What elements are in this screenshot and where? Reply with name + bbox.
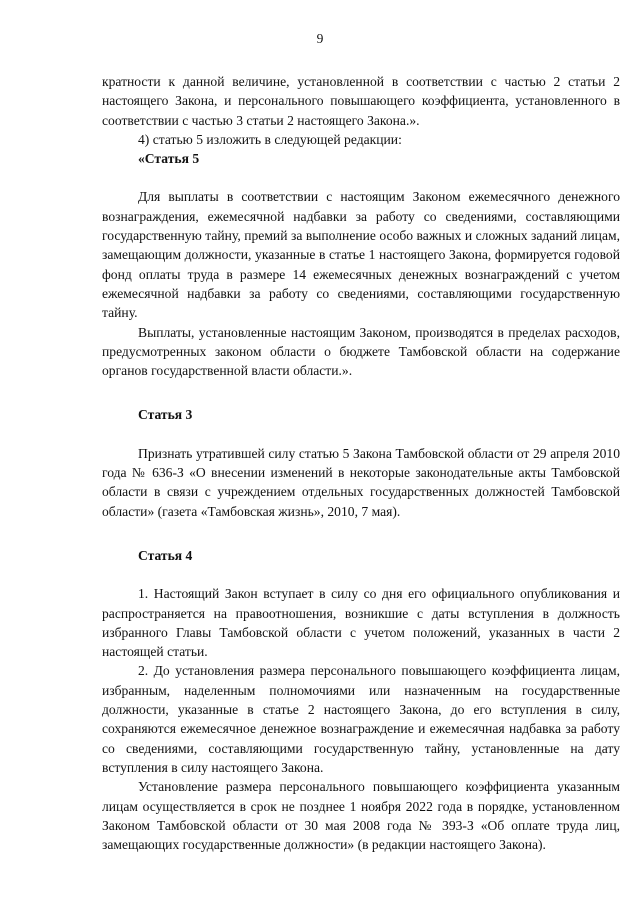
paragraph-salary-fund: Для выплаты в соответствии с настоящим Законом ежемесячного денежного вознаграждения, ежемесячной надбавки за работу со сведениями, составляющими государственную тайну, премий за выполнение особо важных и сложных заданий лицам, замещающим должности, указанные в статье 1 настоящего Закона, формируется годовой фонд оплаты труда в размере 14 ежемесячных денежных вознаграждений с учетом ежемесячной надбавки за работу со сведениями, составляющими государственную тайну. [102, 189, 620, 321]
article-4-part-1: 1. Настоящий Закон вступает в силу со дня его официального опубликования и распространяется на правоотношения, возникшие с даты вступления в должность избранного Главы Тамбовской области с учетом положений, указанных в части 2 настоящей статьи. [102, 586, 620, 660]
paragraph-continuation: кратности к данной величине, установленной в соответствии с частью 2 статьи 2 настоящего Закона, и персонального повышающего коэффициента, установленного в соответствии с частью 3 статьи 2 настоящего Закона.». [102, 74, 620, 128]
paragraph-payments: Выплаты, установленные настоящим Законом, производятся в пределах расходов, предусмотренных законом области о бюджете Тамбовской области на содержание органов государственной власти области.». [102, 324, 620, 379]
article-4-part-2: 2. До установления размера персонального повышающего коэффициента лицам, избранным, наделенным полномочиями или назначенным на государственные должности, указанные в статье 2 настоящего Закона, до его вступления в силу, сохраняются ежемесячное денежное вознаграждение и ежемесячная надбавка за работу со сведениями, составляющими государственную тайну, установленные на дату вступления в силу настоящего Закона. [102, 663, 620, 775]
article-4-part-2-continued: Установление размера персонального повышающего коэффициента указанным лицам осуществляется в срок не позднее 1 ноября 2022 года в порядке, установленном Законом Тамбовской области от 30 мая 2008 года № 393-З «Об оплате труда лиц, замещающих государственные должности» (в редакции настоящего Закона). [102, 779, 620, 853]
paragraph-amendment-item: 4) статью 5 изложить в следующей редакции: [138, 131, 402, 147]
article-4-heading: Статья 4 [138, 547, 193, 563]
article-3-text: Признать утратившей силу статью 5 Закона Тамбовской области от 29 апреля 2010 года № 636-З «О внесении изменений в некоторые законодательные акты Тамбовской области в связи с учреждением отдельных государственных должностей Тамбовской области» (газета «Тамбовская жизнь», 2010, 7 мая). [102, 445, 620, 519]
article-3-heading: Статья 3 [138, 407, 193, 423]
quoted-article-heading: «Статья 5 [138, 151, 200, 167]
document-body [102, 72, 620, 854]
page-number: 9 [316, 31, 324, 46]
